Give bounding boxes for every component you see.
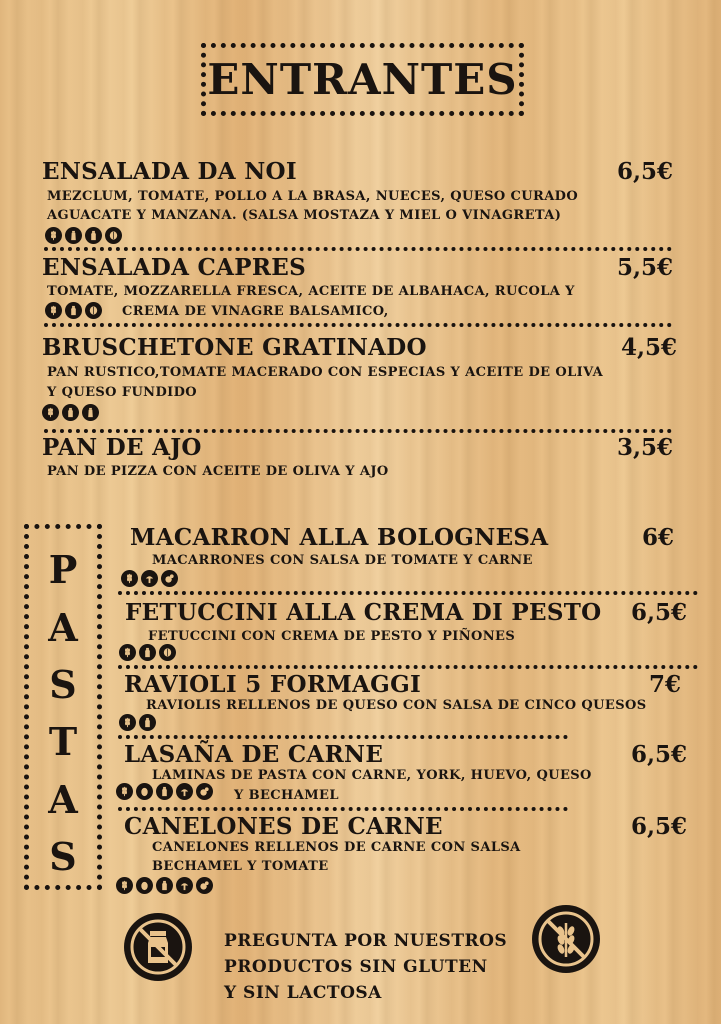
gluten-icon: [116, 877, 133, 894]
milk-icon: [139, 644, 156, 661]
section-title-entrantes: ENTRANTES: [207, 55, 518, 104]
menu-item-desc: Y QUESO FUNDIDO: [47, 385, 198, 400]
pastas-letter: P: [48, 547, 78, 592]
menu-item-desc: MEZCLUM, TOMATE, POLLO A LA BRASA, NUECES, QUESO CURADO: [47, 189, 579, 204]
nuts-icon: [159, 644, 176, 661]
menu-item-desc: RAVIOLIS RELLENOS DE QUESO CON SALSA DE CINCO QUESOS: [146, 698, 647, 713]
celery-icon: [176, 877, 193, 894]
footer-line: Y SIN LACTOSA: [224, 983, 382, 1003]
gluten-icon: [119, 644, 136, 661]
dotted-divider: [44, 323, 672, 327]
no-gluten-icon: [532, 905, 600, 973]
egg-icon: [136, 877, 153, 894]
dotted-divider: [118, 807, 568, 811]
mustard-icon: [65, 227, 82, 244]
milk-icon: [65, 302, 82, 319]
footer-line: PRODUCTOS SIN GLUTEN: [224, 957, 488, 977]
footer-message: [224, 928, 507, 1006]
menu-item-name: MACARRON ALLA BOLOGNESA: [130, 524, 549, 551]
allergen-icons: [45, 227, 122, 244]
pastas-letter: A: [48, 777, 78, 822]
dotted-divider: [44, 247, 672, 251]
menu-item-desc: BECHAMEL Y TOMATE: [152, 859, 329, 874]
milk-icon: [139, 714, 156, 731]
allergen-icons: [121, 570, 178, 587]
menu-item-price: 7€: [648, 671, 681, 698]
menu-item-desc: FETUCCINI CON CREMA DE PESTO Y PIÑONES: [148, 629, 516, 644]
menu-item-desc: CREMA DE VINAGRE BALSAMICO,: [122, 304, 389, 319]
menu-item-desc: CANELONES RELLENOS DE CARNE CON SALSA: [152, 840, 521, 855]
menu-item-price: 6,5€: [630, 741, 687, 768]
pastas-letter: A: [48, 605, 78, 650]
gluten-icon: [119, 714, 136, 731]
gluten-icon: [121, 570, 138, 587]
menu-item-name: FETUCCINI ALLA CREMA DI PESTO: [125, 599, 602, 626]
pastas-letter: S: [49, 662, 77, 707]
egg-icon: [136, 783, 153, 800]
footer-line: PREGUNTA POR NUESTROS: [224, 931, 508, 951]
gluten-icon: [42, 404, 59, 421]
menu-item-price: 6,5€: [630, 599, 687, 626]
menu-item-desc: LAMINAS DE PASTA CON CARNE, YORK, HUEVO, QUESO: [152, 768, 592, 783]
mustard-icon: [82, 404, 99, 421]
menu-item-desc: TOMATE, MOZZARELLA FRESCA, ACEITE DE ALBAHACA, RUCOLA Y: [47, 284, 575, 299]
sulphite-icon: [161, 570, 178, 587]
menu-item-name: LASAÑA DE CARNE: [124, 741, 384, 768]
dotted-divider: [118, 665, 698, 669]
allergen-icons: [116, 877, 213, 894]
pastas-letter: S: [49, 834, 77, 879]
menu-item-price: 5,5€: [616, 254, 673, 281]
celery-icon: [141, 570, 158, 587]
pastas-letter: T: [48, 719, 78, 764]
menu-item-price: 6,5€: [616, 158, 673, 185]
menu-item-name: ENSALADA CAPRES: [42, 254, 307, 281]
menu-item-price: 6,5€: [630, 813, 687, 840]
milk-icon: [85, 227, 102, 244]
celery-icon: [176, 783, 193, 800]
nuts-icon: [85, 302, 102, 319]
menu-item-name: RAVIOLI 5 FORMAGGI: [124, 671, 422, 698]
dotted-divider: [44, 429, 672, 433]
milk-icon: [156, 783, 173, 800]
no-milk-icon: [124, 913, 192, 981]
menu-item-price: 4,5€: [620, 334, 677, 361]
menu-item-price: 6€: [641, 524, 674, 551]
allergen-icons: [119, 714, 156, 731]
nuts-icon: [105, 227, 122, 244]
menu-item-desc: PAN RUSTICO,TOMATE MACERADO CON ESPECIAS Y ACEITE DE OLIVA: [47, 365, 604, 380]
gluten-icon: [45, 302, 62, 319]
sulphite-icon: [196, 877, 213, 894]
section-title-box: [201, 43, 524, 116]
milk-icon: [62, 404, 79, 421]
dotted-divider: [118, 735, 568, 739]
menu-item-name: BRUSCHETONE GRATINADO: [42, 334, 427, 361]
allergen-icons: [116, 783, 213, 800]
menu-item-desc: PAN DE PIZZA CON ACEITE DE OLIVA Y AJO: [47, 464, 389, 479]
gluten-icon: [116, 783, 133, 800]
allergen-icons: [45, 302, 102, 319]
menu-item-name: CANELONES DE CARNE: [124, 813, 443, 840]
dotted-divider: [118, 591, 698, 595]
menu-item-desc: Y BECHAMEL: [234, 788, 339, 803]
menu-item-desc: AGUACATE Y MANZANA. (SALSA MOSTAZA Y MIEL O VINAGRETA): [47, 208, 562, 223]
sulphite-icon: [196, 783, 213, 800]
milk-icon: [156, 877, 173, 894]
gluten-icon: [45, 227, 62, 244]
menu-item-price: 3,5€: [616, 434, 673, 461]
menu-item-name: PAN DE AJO: [42, 434, 202, 461]
menu-item-desc: MACARRONES CON SALSA DE TOMATE Y CARNE: [152, 553, 533, 568]
allergen-icons: [42, 404, 99, 421]
menu-item-name: ENSALADA DA NOI: [42, 158, 297, 185]
allergen-icons: [119, 644, 176, 661]
pastas-vertical-label-box: [24, 524, 102, 890]
